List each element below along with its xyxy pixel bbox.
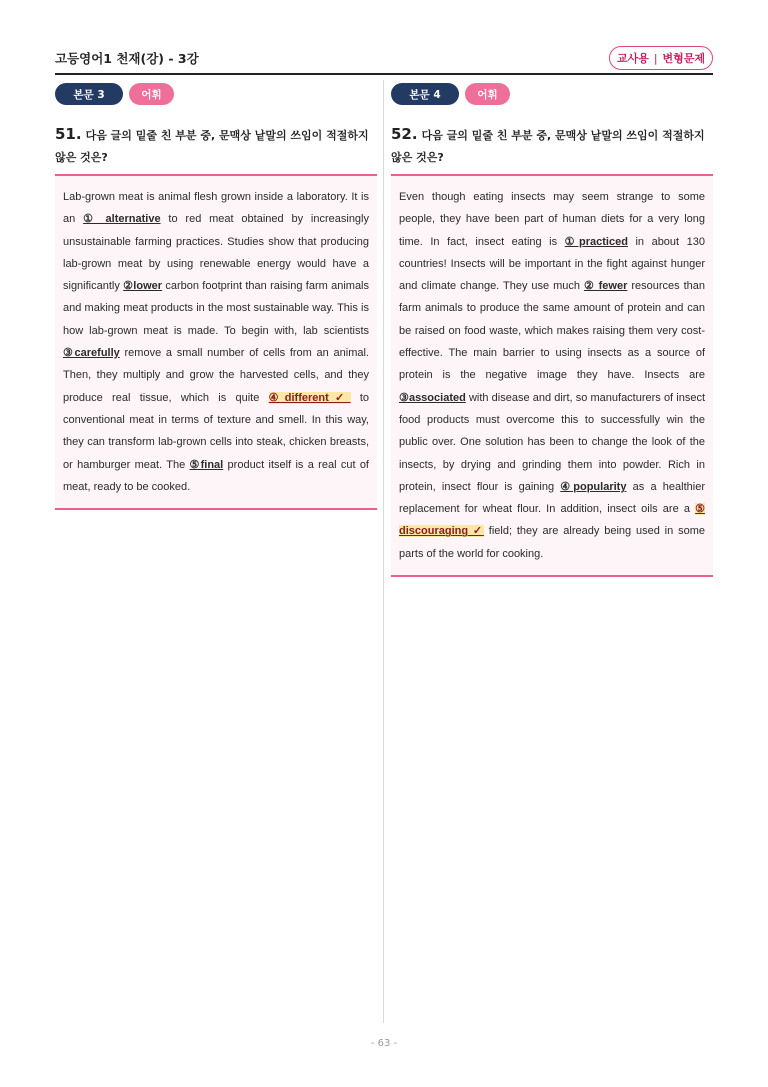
badge-teacher-label: 교사용 bbox=[616, 52, 649, 65]
passage-tag: 본문 3 bbox=[55, 83, 123, 105]
passage-text: with disease and dirt, so manufacturers of insect food products must overcome this to successfully win the public over. One solution has been to change the look of the insects, by drying and grinding them into powder. Rich in protein, insect flour is gaining bbox=[399, 391, 706, 493]
teacher-edition-badge bbox=[609, 46, 713, 70]
passage-text: resources than farm animals to produce the same amount of protein and can be raised on food waste, which makes raising them very cost-effective. The main barrier to using insects as a source of protein is the negative image they have. Insects are bbox=[399, 280, 705, 382]
choice-4-answer: ④different✓ bbox=[268, 391, 351, 404]
passage-text: field; they are already being used in some parts of the world for cooking. bbox=[399, 525, 705, 560]
question-title bbox=[55, 123, 377, 169]
question-tags bbox=[55, 83, 377, 105]
question-52-column bbox=[391, 83, 713, 577]
question-text: 다음 글의 밑줄 친 부분 중, 문맥상 낱말의 쓰임이 적절하지 않은 것은? bbox=[55, 129, 369, 164]
choice-3: ③associated bbox=[399, 391, 466, 404]
passage-text: as a healthier replacement for wheat flour. In addition, insect oils are a bbox=[399, 480, 705, 516]
choice-4: ④popularity bbox=[560, 480, 627, 493]
choice-1: ① alternative bbox=[83, 213, 161, 226]
column-divider bbox=[383, 80, 384, 1023]
choice-5-answer: ⑤ discouraging ✓ bbox=[399, 503, 705, 538]
passage-text: to red meat obtained by increasingly unsustainable farming practices. Studies show that producing lab-grown meat by using renewable energy would have a significantly bbox=[63, 213, 369, 293]
question-text: 다음 글의 밑줄 친 부분 중, 문맥상 낱말의 쓰임이 적절하지 않은 것은? bbox=[391, 129, 705, 164]
question-title bbox=[391, 123, 713, 169]
passage-text: in about 130 countries! Insects will be important in the fight against hunger and climate change. They use much bbox=[399, 235, 705, 293]
passage-box bbox=[55, 176, 377, 508]
question-51-column bbox=[55, 83, 377, 510]
page-number: - 63 - bbox=[370, 1038, 398, 1049]
choice-3: ③carefully bbox=[63, 347, 120, 360]
choice-1: ①practiced bbox=[564, 235, 628, 248]
choice-5: ⑤final bbox=[189, 458, 224, 471]
choice-2: ②lower bbox=[123, 280, 163, 293]
passage-text: product itself is a real cut of meat, ready to be cooked. bbox=[63, 458, 369, 493]
question-number: 52. bbox=[391, 125, 418, 143]
header-rule bbox=[55, 73, 713, 75]
badge-type-label: 변형문제 bbox=[662, 52, 706, 65]
vocab-tag: 어휘 bbox=[129, 83, 174, 105]
passage-text: carbon footprint than raising farm animals and making meat products in the most sustainable way. This is how lab-grown meat is made. To begin with, lab scientists bbox=[63, 280, 369, 337]
choice-2: ② fewer bbox=[583, 280, 628, 293]
page-header-title: 고등영어1 천재(강) - 3강 bbox=[55, 51, 199, 66]
passage-text: Lab-grown meat is animal flesh grown inside a laboratory. It is an bbox=[63, 191, 369, 226]
passage-text: remove a small number of cells from an animal. Then, they multiply and grow the harvested cells, and they produce real tissue, which is quite bbox=[63, 347, 369, 404]
passage-tag: 본문 4 bbox=[391, 83, 459, 105]
passage-text: Even though eating insects may seem strange to some people, they have been part of human diets for a very long time. In fact, insect eating is bbox=[399, 191, 705, 248]
badge-separator: | bbox=[653, 51, 658, 65]
passage-bottom-rule bbox=[55, 508, 377, 510]
question-number: 51. bbox=[55, 125, 82, 143]
question-tags bbox=[391, 83, 713, 105]
vocab-tag: 어휘 bbox=[465, 83, 510, 105]
passage-text: to conventional meat in terms of texture and smell. In this way, they can transform lab-grown cells into steak, chicken breasts, or hamburger meat. The bbox=[63, 391, 369, 471]
passage-bottom-rule bbox=[391, 575, 713, 577]
passage-box bbox=[391, 176, 713, 575]
